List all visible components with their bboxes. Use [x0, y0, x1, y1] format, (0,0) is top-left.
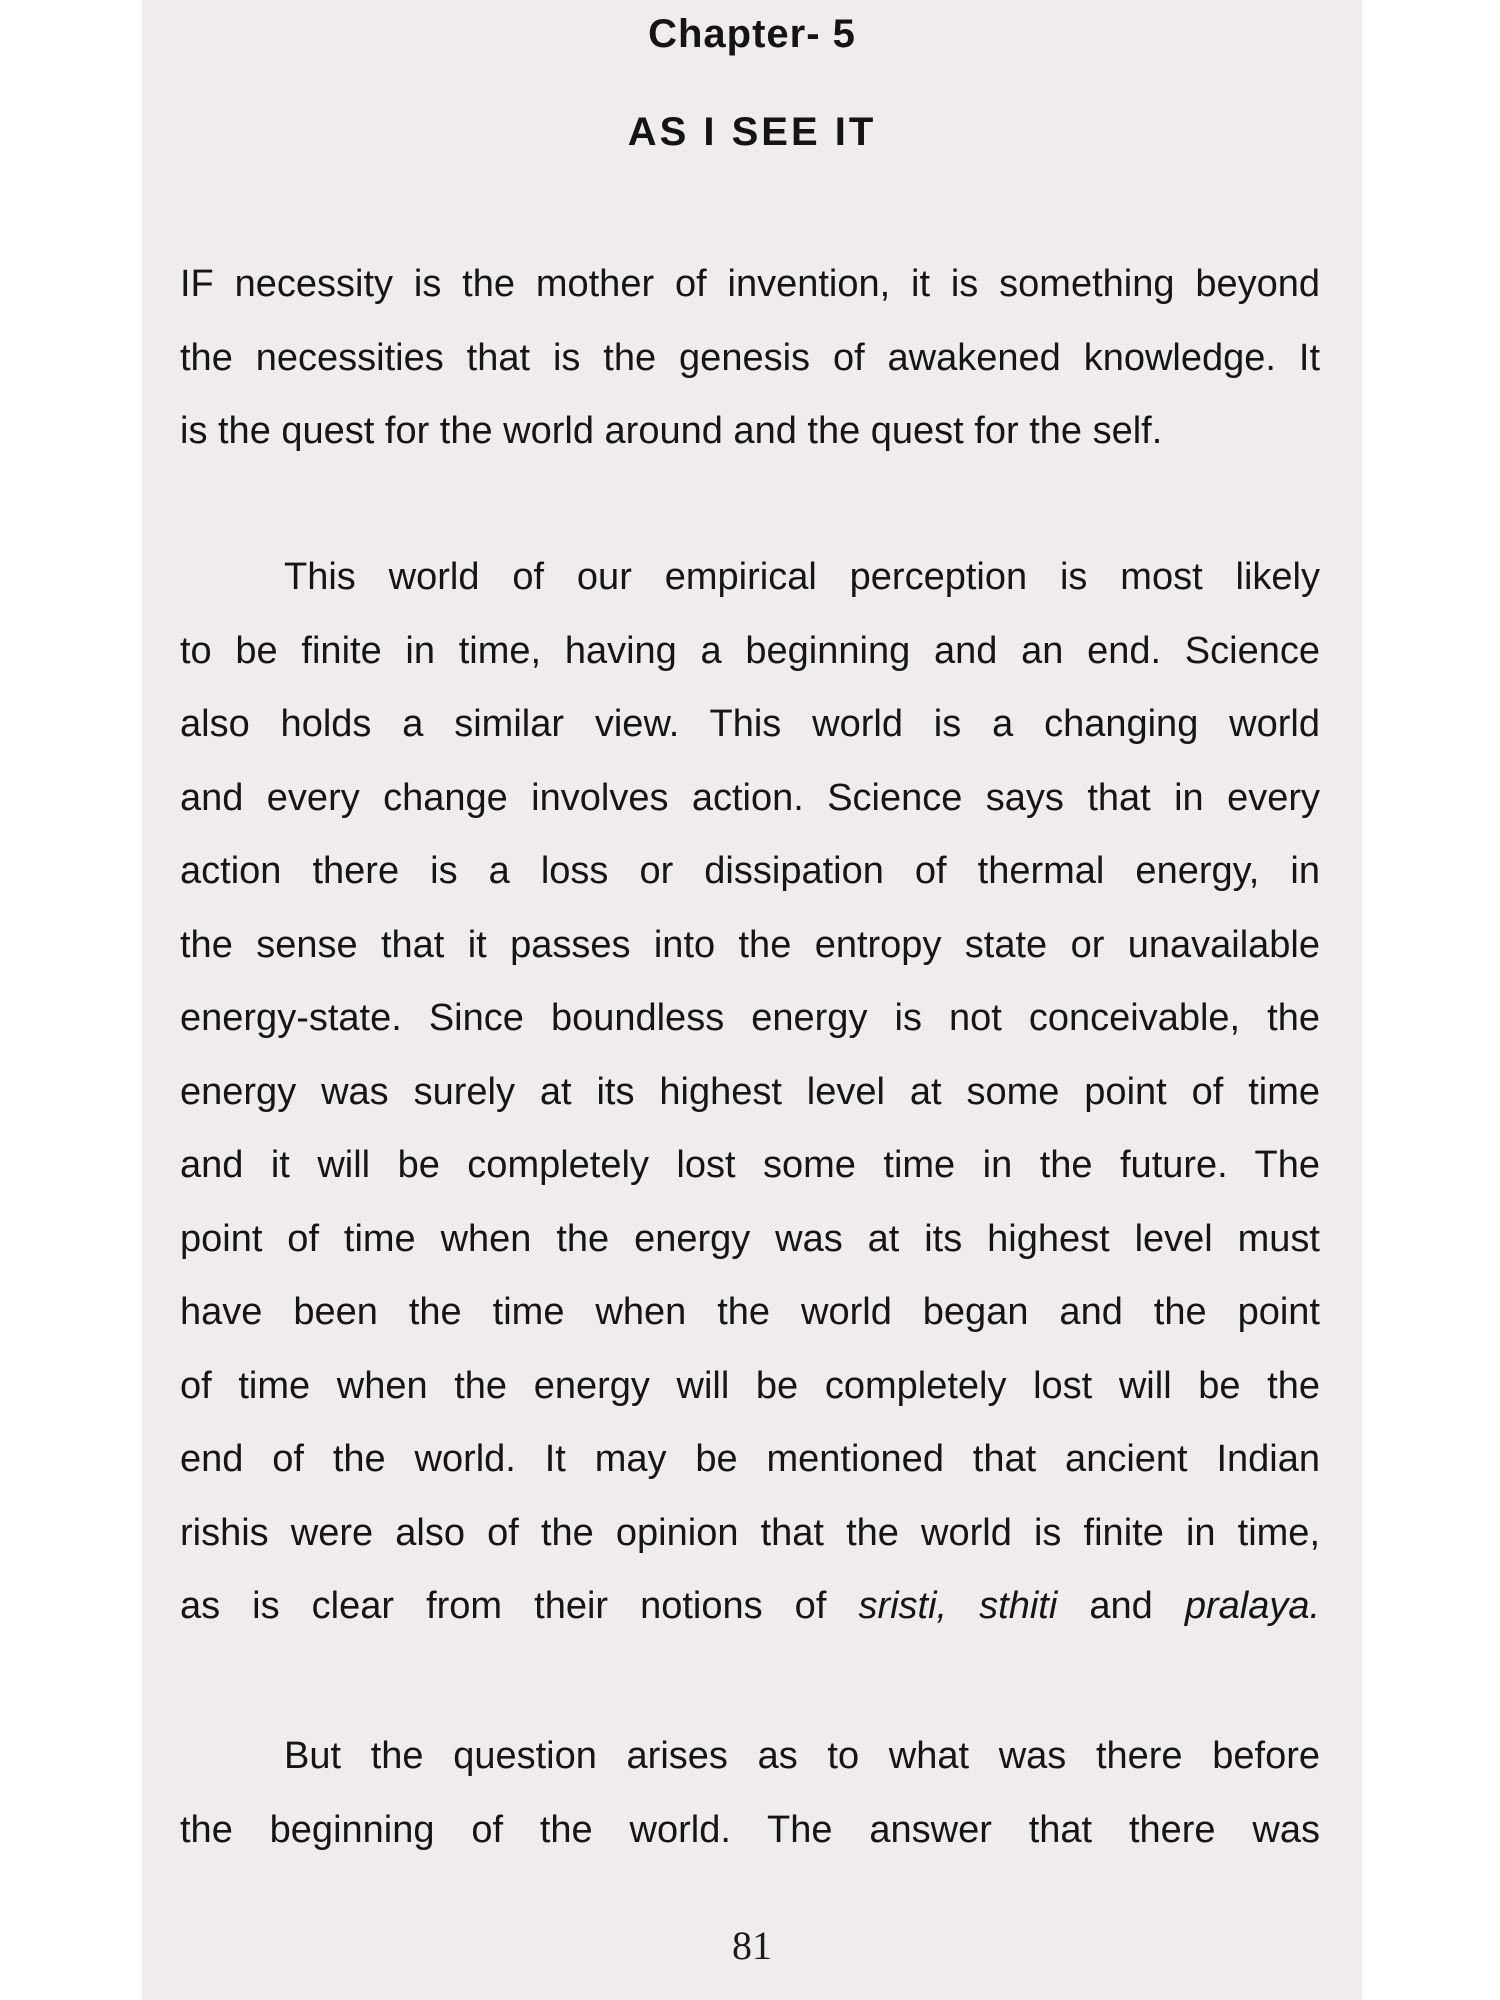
paragraph-1 — [180, 248, 1320, 469]
text-line: to be finite in time, having a beginning and an end. Science — [180, 629, 1320, 672]
term-pralaya: pralaya. — [1184, 1585, 1321, 1627]
text-line: action there is a loss or dissipation of thermal energy, in — [180, 850, 1320, 892]
book-page — [142, 0, 1362, 2000]
text-line-last — [180, 1570, 1320, 1644]
text-line: energy was surely at its highest level at some point of time — [180, 1070, 1320, 1113]
text-line: rishis were also of the opinion that the world is finite in time, — [180, 1511, 1320, 1554]
text-line: the necessities that is the genesis of awakened knowledge. It — [180, 336, 1320, 379]
text-line: But the question arises as to what was there before — [284, 1735, 1320, 1777]
paragraph-3 — [180, 1720, 1320, 1867]
text-line: of time when the energy will be completely lost will be the — [180, 1364, 1320, 1407]
term-sristi: sristi, — [858, 1585, 948, 1627]
paragraph-2 — [180, 541, 1320, 1644]
text-fragment: as is clear from their notions of — [180, 1585, 827, 1627]
term-sthiti: sthiti — [979, 1585, 1058, 1627]
text-line: is the quest for the world around and the quest for the self. — [180, 410, 1163, 452]
text-line: the sense that it passes into the entropy state or unavailable — [180, 923, 1320, 966]
text-fragment: and — [1089, 1585, 1153, 1627]
chapter-heading: Chapter- 5 — [648, 12, 856, 56]
chapter-title: AS I SEE IT — [627, 110, 877, 154]
text-line: IF necessity is the mother of invention, it is something beyond — [180, 263, 1320, 305]
text-line: the beginning of the world. The answer that there was — [180, 1808, 1320, 1851]
text-line: have been the time when the world began and the point — [180, 1291, 1320, 1333]
text-line: and every change involves action. Science says that in every — [180, 776, 1320, 819]
text-line: end of the world. It may be mentioned that ancient Indian — [180, 1438, 1320, 1480]
page-number: 81 — [732, 1923, 772, 1968]
text-line: point of time when the energy was at its highest level must — [180, 1217, 1320, 1260]
text-line: also holds a similar view. This world is a changing world — [180, 703, 1320, 745]
text-line: energy-state. Since boundless energy is not conceivable, the — [180, 997, 1320, 1039]
text-line: This world of our empirical perception is most likely — [284, 556, 1320, 598]
text-line: and it will be completely lost some time in the future. The — [180, 1144, 1320, 1186]
